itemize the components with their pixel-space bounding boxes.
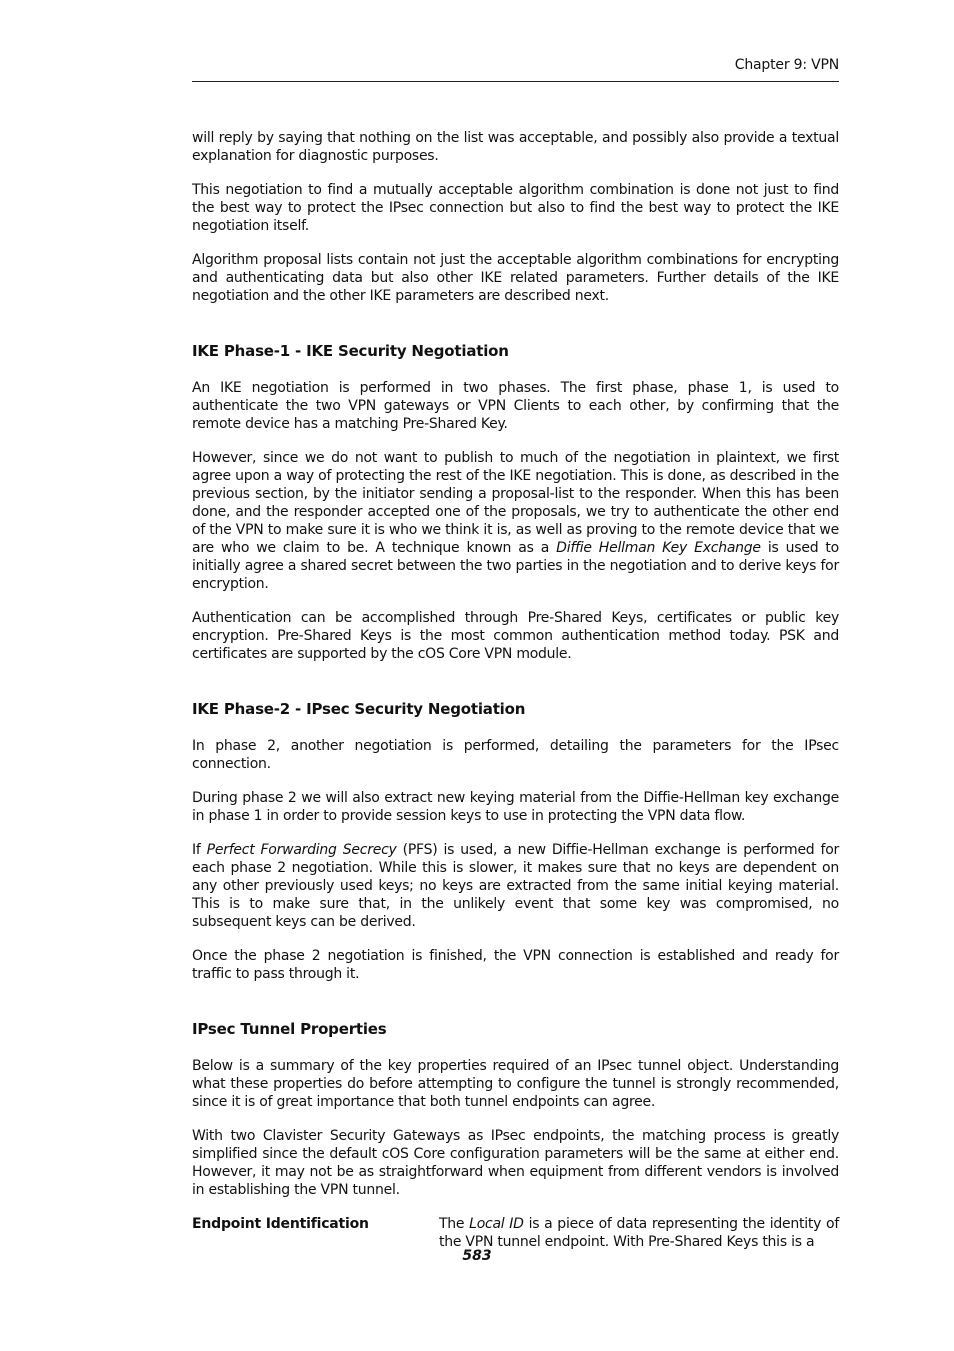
paragraph: Algorithm proposal lists contain not just the acceptable algorithm combinations for encrypting and authenticating data but also other IKE related parameters. Further details of the IKE negotiation and the other IKE parameters are described next. — [192, 252, 839, 304]
text-run: If — [192, 842, 207, 858]
running-header — [192, 55, 839, 82]
paragraph: will reply by saying that nothing on the list was acceptable, and possibly also provide a textual explanation for diagnostic purposes. — [192, 130, 839, 164]
paragraph: This negotiation to find a mutually acceptable algorithm combination is done not just to find the best way to protect the IPsec connection but also to find the best way to protect the IKE negotiation itself. — [192, 182, 839, 234]
paragraph — [192, 841, 839, 931]
page-content — [192, 129, 839, 1251]
text-run: The — [439, 1216, 470, 1232]
paragraph: In phase 2, another negotiation is performed, detailing the parameters for the IPsec connection. — [192, 738, 839, 772]
paragraph: Once the phase 2 negotiation is finished, the VPN connection is established and ready for traffic to pass through it. — [192, 948, 839, 982]
text-run: is a piece of data representing the identity of the VPN tunnel endpoint. With Pre-Shared Keys this is a — [439, 1216, 840, 1250]
section-heading: IKE Phase-2 - IPsec Security Negotiation — [192, 700, 526, 718]
emphasis: Perfect Forwarding Secrecy — [206, 842, 397, 858]
emphasis: Diffie Hellman Key Exchange — [556, 540, 761, 556]
definition-term: Endpoint Identification — [192, 1216, 369, 1232]
paragraph: An IKE negotiation is performed in two phases. The first phase, phase 1, is used to authenticate the two VPN gateways or VPN Clients to each other, by confirming that the remote device has a matching Pre-Shared Key. — [192, 380, 839, 432]
paragraph: Authentication can be accomplished through Pre-Shared Keys, certificates or public key encryption. Pre-Shared Keys is the most common authentication method today. PSK and certificates are supported by the cOS Core VPN module. — [192, 610, 839, 662]
emphasis: Local ID — [469, 1216, 524, 1232]
page-number: 583 — [462, 1248, 492, 1264]
chapter-title: Chapter 9: VPN — [734, 57, 839, 73]
section-heading: IPsec Tunnel Properties — [192, 1020, 387, 1038]
paragraph — [192, 449, 839, 593]
paragraph: During phase 2 we will also extract new keying material from the Diffie-Hellman key exchange in phase 1 in order to provide session keys to use in protecting the VPN data flow. — [192, 790, 839, 824]
text-run: (PFS) is used, a new Diffie-Hellman exchange is performed for each phase 2 negotiation. While this is slower, it makes sure that no keys are dependent on any other previously used keys; no keys are extracted from the same initial keying material. This is to make sure that, in the unlikely event that some key was compromised, no subsequent keys can be derived. — [192, 842, 840, 930]
paragraph: Below is a summary of the key properties required of an IPsec tunnel object. Understanding what these properties do before attempting to configure the tunnel is strongly recommended, since it is of great importance that both tunnel endpoints can agree. — [192, 1058, 839, 1110]
text-run: However, since we do not want to publish to much of the negotiation in plaintext, we first agree upon a way of protecting the rest of the IKE negotiation. This is done, as described in the previous section, by the initiator sending a proposal-list to the responder. When this has been done, and the responder accepted one of the proposals, we try to authenticate the other end of the VPN to make sure it is who we think it is, as well as proving to the remote device that we are who we claim to be. A technique known as a — [192, 450, 839, 556]
text-run: is used to initially agree a shared secret between the two parties in the negotiation and to derive keys for encryption. — [192, 540, 839, 592]
section-heading: IKE Phase-1 - IKE Security Negotiation — [192, 342, 509, 360]
paragraph: With two Clavister Security Gateways as IPsec endpoints, the matching process is greatly simplified since the default cOS Core configuration parameters will be the same at either end. However, it may not be as straightforward when equipment from different vendors is involved in establishing the VPN tunnel. — [192, 1128, 839, 1198]
